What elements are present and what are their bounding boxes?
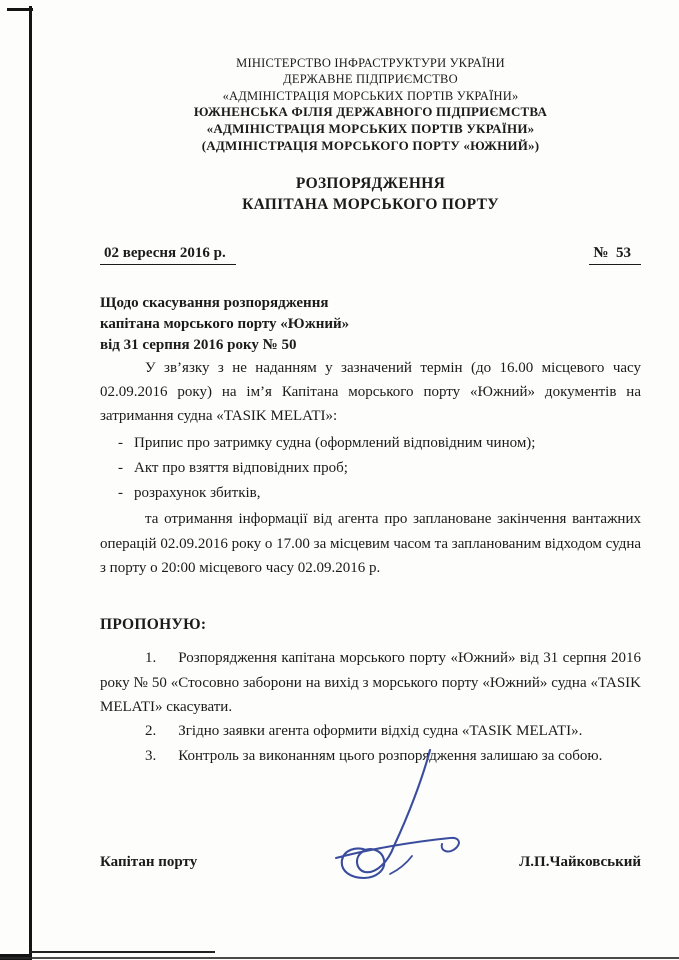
- list-item-text: Акт про взяття відповідних проб;: [134, 459, 348, 476]
- subject-line2: капітана морського порту «Южний»: [100, 315, 350, 332]
- subject-line3: від 31 серпня 2016 року № 50: [100, 336, 297, 353]
- document-title: [100, 174, 641, 214]
- list-item: [118, 456, 641, 480]
- subject-line1: Щодо скасування розпорядження: [100, 294, 329, 311]
- port-administration-line: (АДМІНІСТРАЦІЯ МОРСЬКОГО ПОРТУ «ЮЖНИЙ»): [201, 137, 540, 153]
- resolution-item-number: 2.: [145, 723, 157, 740]
- administration-line: «АДМІНІСТРАЦІЯ МОРСЬКИХ ПОРТІВ УКРАЇНИ»: [222, 88, 519, 103]
- resolution-item-number: 3.: [145, 747, 157, 764]
- letterhead: [100, 55, 641, 154]
- dash-bullet: -: [118, 459, 123, 476]
- requirements-list: [118, 431, 641, 506]
- list-item-text: Припис про затримку судна (оформлений відповідним чином);: [134, 434, 536, 451]
- resolution-item-text: Згідно заявки агента оформити відхід судна «TASIK MELATI».: [178, 723, 583, 740]
- dash-bullet: -: [118, 434, 123, 451]
- subject-block: [100, 293, 641, 356]
- list-item: [118, 481, 641, 505]
- body-text: [100, 356, 641, 581]
- meta-row: [100, 245, 641, 265]
- resolution-heading: ПРОПОНУЮ:: [100, 616, 207, 634]
- outro-paragraph: та отримання інформації від агента про заплановане закінчення вантажних операцій 02.09.2016 року о 17.00 за місцевим часом та запланованим відходом судна з порту о 20:00 місцевого часу 02.09.2016 р.: [100, 511, 642, 577]
- document-title-line1: РОЗПОРЯДЖЕННЯ: [295, 175, 446, 193]
- order-date: 02 вересня 2016 р.: [100, 245, 236, 265]
- signature-role: Капітан порту: [100, 853, 198, 870]
- scan-edge-bottom-line: [0, 957, 679, 959]
- list-item: [118, 431, 641, 455]
- scan-edge-left: [29, 6, 32, 960]
- resolution-item-number: 1.: [145, 650, 157, 667]
- branch-administration-line: «АДМІНІСТРАЦІЯ МОРСЬКИХ ПОРТІВ УКРАЇНИ»: [206, 120, 535, 136]
- enterprise-line: ДЕРЖАВНЕ ПІДПРИЄМСТВО: [283, 72, 458, 87]
- branch-line: ЮЖНЕНСЬКА ФІЛІЯ ДЕРЖАВНОГО ПІДПРИЄМСТВА: [193, 103, 548, 119]
- resolution-item-text: Контроль за виконанням цього розпорядження залишаю за собою.: [178, 747, 603, 764]
- resolution-item: [100, 719, 641, 743]
- resolution-item: [100, 646, 641, 719]
- signature-row: [100, 854, 641, 871]
- document-title-line2: КАПІТАНА МОРСЬКОГО ПОРТУ: [242, 195, 499, 213]
- scan-edge-top-tick: [7, 8, 33, 11]
- ministry-line: МІНІСТЕРСТВО ІНФРАСТРУКТУРИ УКРАЇНИ: [236, 56, 505, 70]
- resolution-item-text: Розпорядження капітана морського порту «Южний» від 31 серпня 2016 року № 50 «Стосовно заборони на вихід з морського порту «Южний» судна «TASIK MELATI» скасувати.: [100, 650, 641, 715]
- intro-paragraph: У зв’язку з не наданням у зазначений термін (до 16.00 місцевого часу 02.09.2016 року) на ім’я Капітана морського порту «Южний» документів на затримання судна «TASIK MELATI»:: [100, 359, 641, 425]
- signature-name: Л.П.Чайковський: [519, 853, 641, 870]
- handwritten-signature: [332, 746, 472, 896]
- list-item-text: розрахунок збитків,: [134, 485, 261, 502]
- order-number: № 53: [589, 245, 641, 265]
- dash-bullet: -: [118, 485, 123, 502]
- scan-edge-bottom-segment: [30, 951, 215, 953]
